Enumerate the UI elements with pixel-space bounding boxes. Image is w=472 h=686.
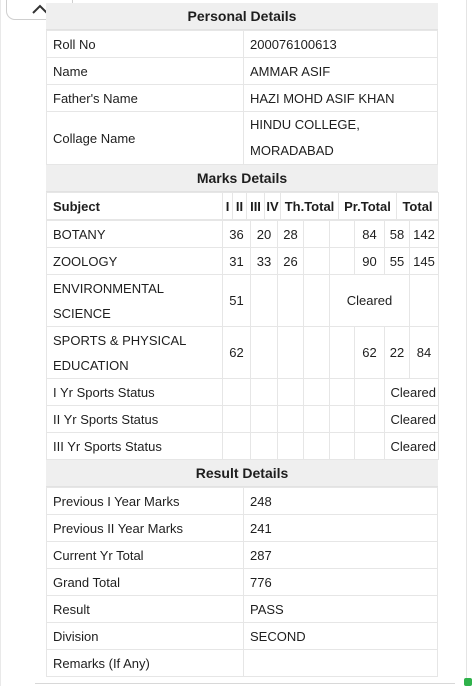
mark-cell: 33 xyxy=(251,248,278,275)
mark-cell xyxy=(278,433,304,460)
result-label: Division xyxy=(47,623,244,650)
mark-cell: 28 xyxy=(278,221,304,248)
mark-cell xyxy=(223,379,251,406)
table-row xyxy=(47,248,439,275)
mark-cell xyxy=(278,275,304,327)
mark-cell: 145 xyxy=(410,248,439,275)
marks-details-header: Marks Details xyxy=(46,165,438,192)
result-value: 248 xyxy=(244,488,438,515)
mark-cell: 58 xyxy=(385,221,410,248)
col-header: Th.Total xyxy=(281,193,339,220)
mark-cell xyxy=(330,379,355,406)
table-row xyxy=(47,275,439,327)
result-value: 287 xyxy=(244,542,438,569)
mark-cell: Cleared xyxy=(330,275,410,327)
mark-cell xyxy=(330,406,355,433)
mark-cell xyxy=(278,379,304,406)
table-row xyxy=(47,650,438,677)
mark-cell xyxy=(304,379,330,406)
table-row xyxy=(47,112,438,165)
result-label: Remarks (If Any) xyxy=(47,650,244,677)
table-row xyxy=(47,542,438,569)
mark-cell: 55 xyxy=(385,248,410,275)
result-value: 241 xyxy=(244,515,438,542)
mark-cell xyxy=(330,248,355,275)
col-header: II xyxy=(233,193,247,220)
college-name-line: HINDU COLLEGE, xyxy=(250,117,360,132)
table-row xyxy=(47,515,438,542)
roll-no-label: Roll No xyxy=(47,31,244,58)
sports-status-value: Cleared xyxy=(385,406,439,433)
result-details-header: Result Details xyxy=(46,460,438,487)
subject-name xyxy=(47,327,223,379)
table-row xyxy=(47,596,438,623)
mark-cell xyxy=(330,433,355,460)
subject-line: ENVIRONMENTAL xyxy=(53,280,164,296)
status-indicator xyxy=(464,678,472,686)
table-row xyxy=(47,221,439,248)
mark-cell xyxy=(355,406,385,433)
mark-cell xyxy=(304,275,330,327)
table-row xyxy=(47,58,438,85)
result-value: SECOND xyxy=(244,623,438,650)
roll-no-value: 200076100613 xyxy=(244,31,438,58)
mark-cell xyxy=(251,275,278,327)
mark-cell xyxy=(278,327,304,379)
name-value: AMMAR ASIF xyxy=(244,58,438,85)
table-row xyxy=(47,327,439,379)
fathers-name-value: HAZI MOHD ASIF KHAN xyxy=(244,85,438,112)
mark-cell: 26 xyxy=(278,248,304,275)
subject-name xyxy=(47,275,223,327)
table-row xyxy=(47,433,439,460)
result-label: Previous II Year Marks xyxy=(47,515,244,542)
col-header: Total xyxy=(397,193,439,220)
col-header: Pr.Total xyxy=(339,193,397,220)
mark-cell xyxy=(355,379,385,406)
mark-cell xyxy=(223,433,251,460)
sports-status-label: III Yr Sports Status xyxy=(47,433,223,460)
table-row xyxy=(47,569,438,596)
college-name-value xyxy=(244,112,438,165)
mark-cell: 84 xyxy=(410,327,439,379)
subject-name: BOTANY xyxy=(47,221,223,248)
result-value xyxy=(244,650,438,677)
sports-status-value: Cleared xyxy=(385,433,439,460)
subject-line: EDUCATION xyxy=(53,357,129,373)
name-label: Name xyxy=(47,58,244,85)
divider xyxy=(35,683,455,684)
mark-cell: 31 xyxy=(223,248,251,275)
marks-header-row xyxy=(47,193,439,220)
result-value: PASS xyxy=(244,596,438,623)
mark-cell xyxy=(304,248,330,275)
result-label: Result xyxy=(47,596,244,623)
sports-status-label: I Yr Sports Status xyxy=(47,379,223,406)
mark-cell xyxy=(304,406,330,433)
result-value: 776 xyxy=(244,569,438,596)
mark-cell xyxy=(304,327,330,379)
mark-cell xyxy=(330,327,355,379)
mark-cell: 62 xyxy=(223,327,251,379)
result-label: Current Yr Total xyxy=(47,542,244,569)
mark-cell xyxy=(304,221,330,248)
col-header: IV xyxy=(265,193,281,220)
page-edge xyxy=(466,0,467,686)
mark-cell: 84 xyxy=(355,221,385,248)
col-header: III xyxy=(247,193,265,220)
sports-status-value: Cleared xyxy=(385,379,439,406)
result-label: Grand Total xyxy=(47,569,244,596)
sports-status-label: II Yr Sports Status xyxy=(47,406,223,433)
table-row xyxy=(47,379,439,406)
mark-cell xyxy=(410,275,439,327)
result-label: Previous I Year Marks xyxy=(47,488,244,515)
result-details-table xyxy=(46,487,438,677)
page-edge xyxy=(0,0,1,686)
mark-cell xyxy=(304,433,330,460)
mark-cell: 90 xyxy=(355,248,385,275)
subject-line: SPORTS & PHYSICAL xyxy=(53,332,187,348)
mark-cell xyxy=(251,327,278,379)
mark-cell xyxy=(278,406,304,433)
mark-cell xyxy=(251,379,278,406)
personal-details-header: Personal Details xyxy=(46,3,438,30)
table-row xyxy=(47,406,439,433)
table-row xyxy=(47,488,438,515)
table-row xyxy=(47,623,438,650)
mark-cell xyxy=(251,406,278,433)
table-row xyxy=(47,85,438,112)
mark-cell xyxy=(223,406,251,433)
mark-cell xyxy=(251,433,278,460)
mark-cell xyxy=(355,433,385,460)
mark-cell xyxy=(330,221,355,248)
mark-cell: 20 xyxy=(251,221,278,248)
marks-table xyxy=(46,192,439,220)
marks-body-table xyxy=(46,220,439,460)
mark-cell: 36 xyxy=(223,221,251,248)
college-name-line: MORADABAD xyxy=(250,143,334,158)
col-header: Subject xyxy=(47,193,223,220)
fathers-name-label: Father's Name xyxy=(47,85,244,112)
subject-name: ZOOLOGY xyxy=(47,248,223,275)
mark-cell: 51 xyxy=(223,275,251,327)
marksheet xyxy=(46,3,438,677)
personal-details-table xyxy=(46,30,438,165)
mark-cell: 142 xyxy=(410,221,439,248)
subject-line: SCIENCE xyxy=(53,305,111,321)
col-header: I xyxy=(223,193,233,220)
mark-cell: 62 xyxy=(355,327,385,379)
mark-cell: 22 xyxy=(385,327,410,379)
table-row xyxy=(47,31,438,58)
college-name-label: Collage Name xyxy=(47,112,244,165)
